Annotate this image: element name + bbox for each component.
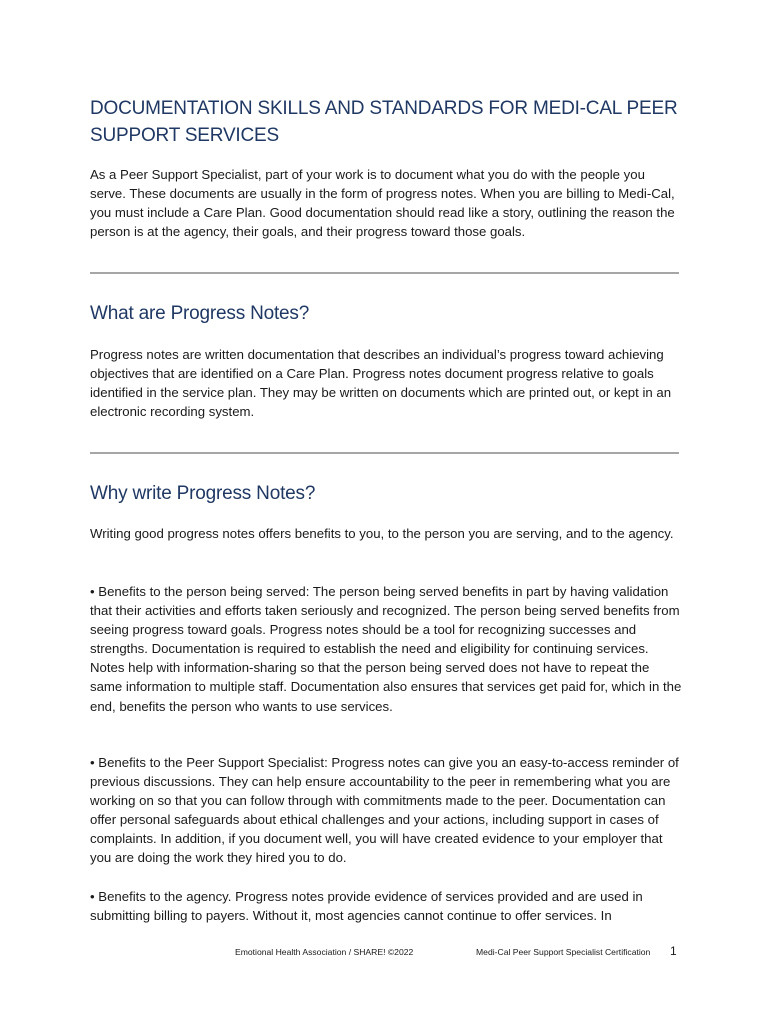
section-heading-what-are-progress-notes: What are Progress Notes? xyxy=(90,303,310,324)
section-divider xyxy=(90,272,679,274)
footer-certification: Medi-Cal Peer Support Specialist Certification xyxy=(476,947,651,957)
benefits-agency-paragraph: • Benefits to the agency. Progress notes provide evidence of services provided and are used in submitting billing to payers. Without it, most agencies cannot continue to offer services. In xyxy=(90,889,643,924)
page-number: 1 xyxy=(670,944,677,958)
why-write-intro-paragraph: Writing good progress notes offers benefits to you, to the person you are serving, and to the agency. xyxy=(90,526,674,541)
benefits-peer-support-specialist-paragraph: • Benefits to the Peer Support Specialist: Progress notes can give you an easy-to-access reminder of previous discussions. They can help ensure accountability to the peer in remembering what you are working on so that you can follow through with commitments made to the peer. Documentation can offer personal safeguards about ethical challenges and your actions, including support in cases of complaints. In addition, if you document well, you will have created evidence to your employer that you are doing the work they hired you to do. xyxy=(90,755,679,866)
intro-paragraph: As a Peer Support Specialist, part of your work is to document what you do with the people you serve. These documents are usually in the form of progress notes. When you are billing to Medi-Cal, you must include a Care Plan. Good documentation should read like a story, outlining the reason the person is at the agency, their goals, and their progress toward those goals. xyxy=(90,167,675,240)
footer-copyright: Emotional Health Association / SHARE! ©2022 xyxy=(235,947,414,957)
benefits-person-served-paragraph: • Benefits to the person being served: The person being served benefits in part by having validation that their activities and efforts taken seriously and recognized. The person being served benefits from seeing progress toward goals. Progress notes should be a tool for recognizing successes and strengths. Documentation is required to establish the need and eligibility for continuing services. Notes help with information-sharing so that the person being served does not have to repeat the same information to multiple staff. Documentation also ensures that services get paid for, which in the end, benefits the person who wants to use services. xyxy=(90,584,682,714)
what-are-progress-notes-paragraph: Progress notes are written documentation that describes an individual’s progress toward achieving objectives that are identified on a Care Plan. Progress notes document progress relative to goals identified in the service plan. They may be written on documents which are printed out, or kept in an electronic recording system. xyxy=(90,347,672,420)
document-title: DOCUMENTATION SKILLS AND STANDARDS FOR MEDI-CAL PEER SUPPORT SERVICES xyxy=(90,98,678,146)
section-divider xyxy=(90,452,679,454)
section-heading-why-write-progress-notes: Why write Progress Notes? xyxy=(90,483,316,504)
